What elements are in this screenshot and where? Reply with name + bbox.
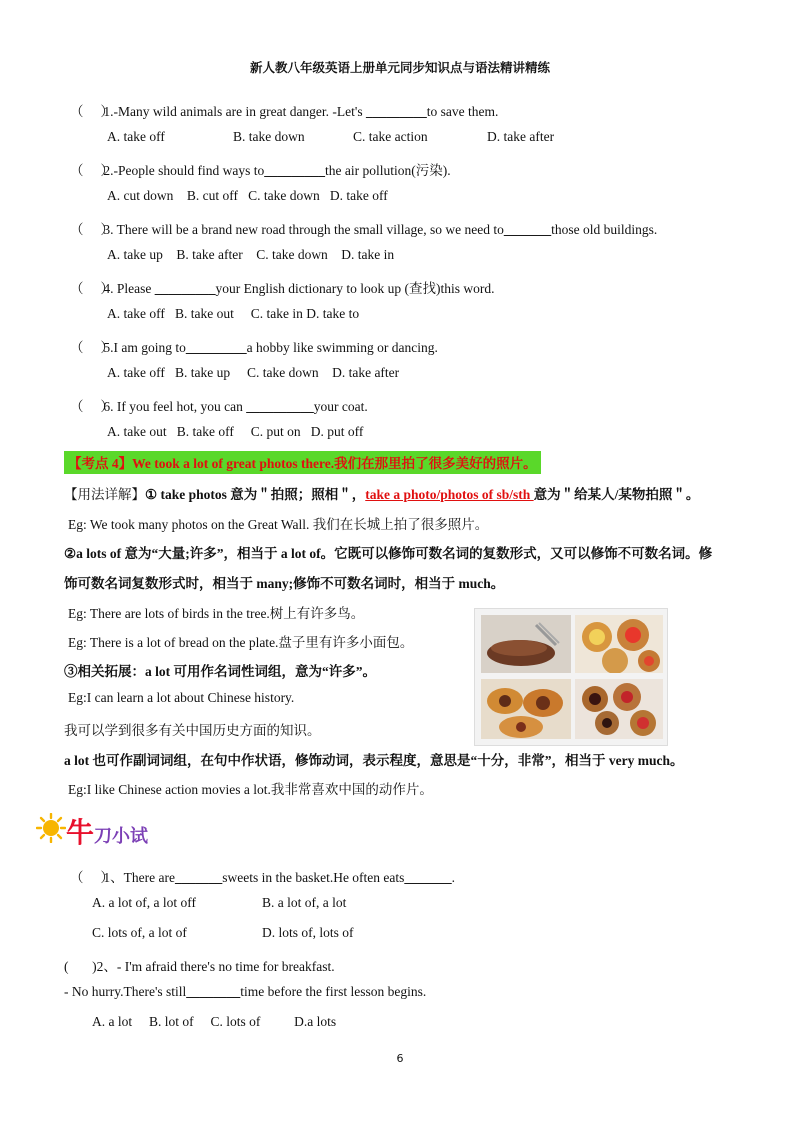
answer-paren: ( ) [64, 959, 97, 974]
pastry-photo-collage [474, 608, 668, 746]
section-logo [66, 811, 148, 851]
page-number: 6 [396, 1052, 404, 1065]
usage-point-2: ②a lots of 意为“大量;许多”，相当于 a lot of。它既可以修饰可数名词的复数形式，又可以修饰不可数名词。修 [64, 546, 713, 561]
option-d: D. take after [487, 129, 555, 144]
question-2 [70, 159, 451, 179]
practice-option-b: B. a lot of, a lot [262, 895, 347, 910]
question-text-end: time before the first lesson begins. [240, 984, 427, 999]
question-5 [70, 336, 438, 356]
practice-option-c: C. lots of, a lot of [92, 925, 187, 940]
answer-blank: _______ [503, 222, 552, 237]
chocolate-cake-photo [481, 615, 571, 673]
question-text: 4. Please [103, 281, 155, 296]
question-text-end: those old buildings. [551, 222, 658, 237]
question-text-end: . [451, 870, 456, 885]
question-text: 5.I am going to [103, 340, 186, 355]
example-3: Eg: There is a lot of bread on the plate.盘子里有许多小面包。 [68, 635, 414, 650]
question-text-end: the air pollution(污染). [325, 163, 451, 178]
usage-label: 【用法详解】 [64, 487, 145, 502]
question-text-end: your English dictionary to look up (查找)this word. [215, 281, 495, 296]
answer-blank: ________ [186, 984, 241, 999]
answer-paren: （ ） [70, 340, 114, 355]
question-4 [70, 277, 494, 297]
answer-blank: _________ [154, 281, 216, 296]
answer-paren: （ ） [70, 222, 114, 237]
practice-question-2-line-2 [64, 984, 426, 1000]
key-point-heading: 【考点 4】We took a lot of great photos there.我们在那里拍了很多美好的照片。 [64, 451, 541, 474]
question-text-mid: sweets in the basket.He often eats [222, 870, 405, 885]
q4-options: A. take off B. take out C. take in D. take to [107, 306, 360, 321]
example-5: Eg:I like Chinese action movies a lot.我非常喜欢中国的动作片。 [68, 782, 433, 797]
practice-option-d: D. lots of, lots of [262, 925, 354, 940]
usage-highlight: take a photo/photos of sb/sth [365, 487, 534, 502]
danish-photo [481, 679, 571, 739]
usage-point-3: ③相关拓展：a lot 可用作名词性词组，意为“许多”。 [64, 664, 376, 679]
usage-point-4: a lot 也可作副词词组，在句中作状语，修饰动词，表示程度，意思是“十分，非常”，相当于 very much。 [64, 753, 684, 768]
question-text: 3. There will be a brand new road through the small village, so we need to [103, 222, 504, 237]
question-6 [70, 395, 368, 415]
practice-q2-options: A. a lot B. lot of C. lots of D.a lots [92, 1014, 337, 1029]
q5-options: A. take off B. take up C. take down D. take after [107, 365, 400, 380]
example-1: Eg: We took many photos on the Great Wall. 我们在长城上拍了很多照片。 [68, 517, 489, 532]
question-text-end: your coat. [313, 399, 368, 414]
answer-paren: （ ） [70, 163, 114, 178]
question-1 [70, 100, 498, 120]
question-text-end: a hobby like swimming or dancing. [246, 340, 438, 355]
example-4-translation: 我可以学到很多有关中国历史方面的知识。 [64, 723, 321, 738]
answer-blank: _________ [365, 104, 427, 119]
example-2: Eg: There are lots of birds in the tree.树上有许多鸟。 [68, 606, 365, 621]
answer-blank: _________ [185, 340, 247, 355]
berry-tart-photo [575, 679, 663, 739]
answer-paren: （ ） [70, 399, 114, 414]
question-text: 1、There are [103, 870, 175, 885]
answer-blank: __________ [246, 399, 314, 414]
example-4: Eg:I can learn a lot about Chinese history. [68, 690, 295, 705]
option-a: A. take off [107, 129, 165, 144]
question-text: 2.-People should find ways to [103, 163, 265, 178]
usage-point-2-cont: 饰可数名词复数形式时，相当于 many;修饰不可数名词时，相当于 much。 [64, 576, 505, 591]
logo-big-char: 牛 [66, 816, 95, 849]
question-text: - No hurry.There's still [64, 984, 187, 999]
answer-paren: （ ） [70, 104, 114, 119]
option-b: B. take down [233, 129, 305, 144]
question-text: 6. If you feel hot, you can [103, 399, 247, 414]
usage-line-1 [64, 483, 699, 503]
usage-meaning: 意为＂给某人/某物拍照＂。 [533, 487, 700, 502]
option-c: C. take action [353, 129, 428, 144]
question-3 [70, 218, 657, 238]
logo-small-text: 刀小试 [94, 826, 149, 847]
q6-options: A. take out B. take off C. put on D. put off [107, 424, 364, 439]
page-header: 新人教八年级英语上册单元同步知识点与语法精讲精练 [249, 60, 550, 75]
question-text: 2、- I'm afraid there's no time for breakfast. [96, 959, 335, 974]
answer-blank-1: _______ [174, 870, 223, 885]
tart-photo [575, 615, 663, 673]
q3-options: A. take up B. take after C. take down D. take in [107, 247, 395, 262]
practice-question-2 [64, 955, 335, 975]
sun-icon [36, 813, 66, 843]
answer-blank-2: _______ [404, 870, 452, 885]
usage-point-1: ① take photos 意为＂拍照；照相＂， [145, 487, 366, 502]
answer-blank: _________ [264, 163, 325, 178]
practice-option-a: A. a lot of, a lot off [92, 895, 196, 910]
question-text-end: to save them. [426, 104, 499, 119]
answer-paren: （ ） [70, 281, 114, 296]
question-text: 1.-Many wild animals are in great danger. -Let's [103, 104, 366, 119]
answer-paren: （ ） [70, 870, 114, 885]
q2-options: A. cut down B. cut off C. take down D. take off [107, 188, 388, 203]
practice-question-1 [70, 866, 455, 886]
